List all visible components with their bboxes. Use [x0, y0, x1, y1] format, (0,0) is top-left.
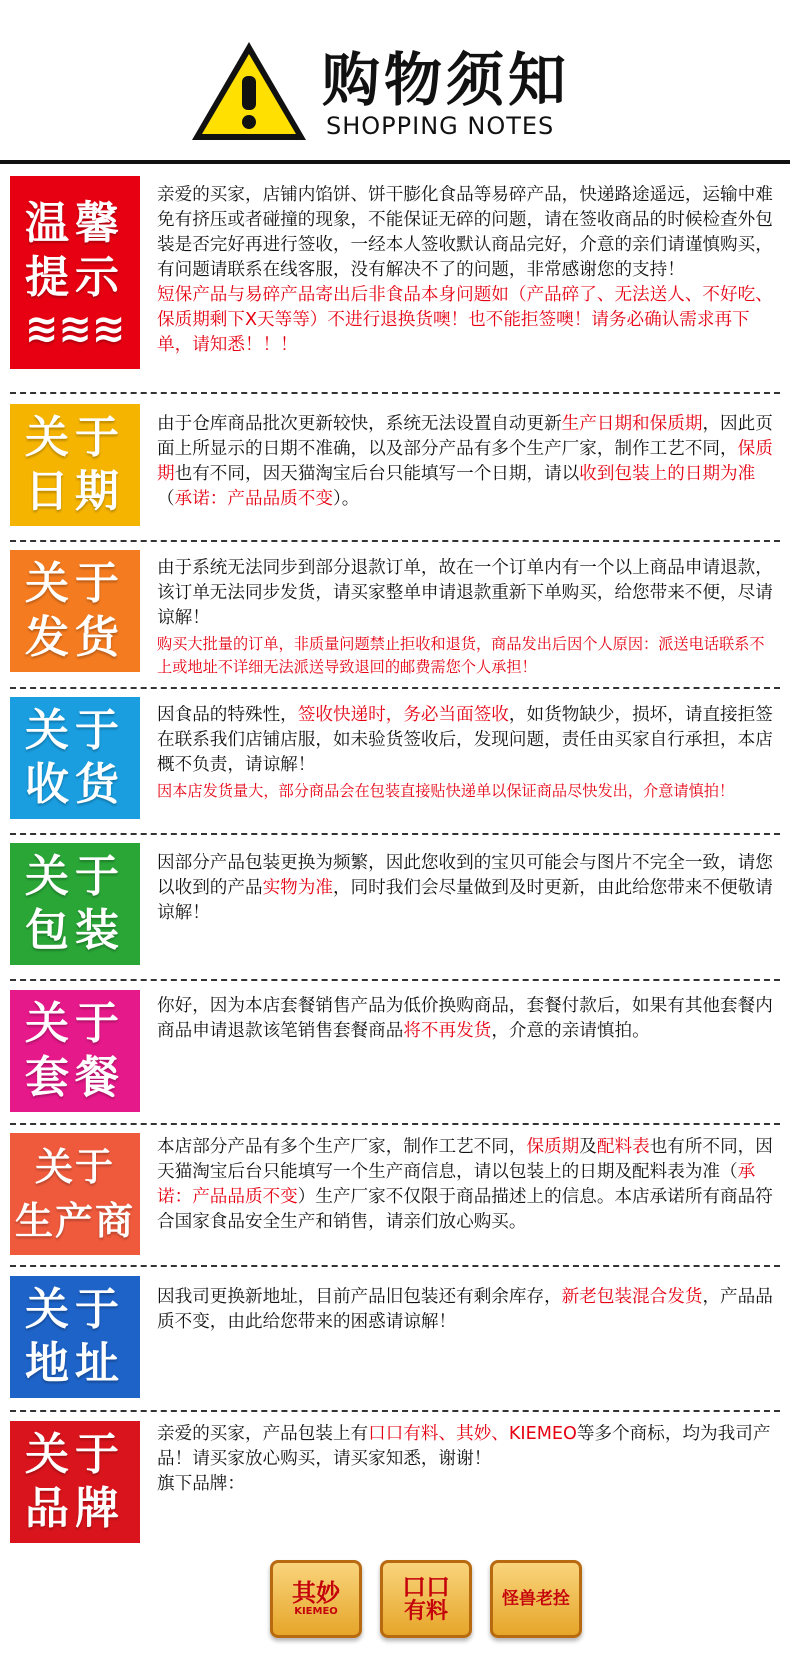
page-subtitle: SHOPPING NOTES — [326, 112, 555, 140]
section-badge — [10, 697, 140, 819]
brand-name: 其妙 — [292, 1579, 340, 1607]
body-text: ）。 — [332, 489, 360, 509]
page-title: 购物须知 — [322, 46, 571, 114]
section-divider — [10, 392, 780, 394]
highlight-text: 生产日期和保质期 — [561, 414, 703, 434]
section-badge — [10, 843, 140, 965]
section-text — [157, 703, 777, 803]
badge-label: 生产商 — [14, 1199, 135, 1243]
section-badge — [10, 176, 140, 369]
section-divider — [10, 1410, 780, 1412]
section-text — [157, 556, 777, 679]
brand-sub: 有料 — [403, 1599, 448, 1624]
section-divider — [10, 687, 780, 689]
highlight-text: 短保产品与易碎产品寄出后非食品本身问题如（产品碎了、无法送人、不好吃、保质期剩下X天等等）不进行退换货噢！也不能拒签噢！请务必确认需求再下单，请知悉！！！ — [157, 285, 773, 355]
body-text: ，产品品质不变，由此给您带来的困惑请谅解！ — [157, 1287, 773, 1332]
badge-label: 提示 — [25, 251, 125, 303]
badge-label: 关于 — [25, 998, 125, 1049]
highlight-text: 保质期 — [526, 1137, 580, 1157]
body-text: 亲爱的买家，产品包装上有 — [157, 1424, 369, 1444]
section-badge — [10, 1133, 140, 1255]
section-text — [157, 994, 777, 1044]
highlight-text: 配料表 — [596, 1137, 650, 1157]
brand-logo — [270, 1560, 362, 1638]
body-text: 亲爱的买家，店铺内馅饼、饼干膨化食品等易碎产品，快递路途遥远，运输中难免有挤压或者碰撞的现象，不能保证无碎的问题，请在签收商品的时候检查外包装是否完好再进行签收，一经本人签收默认商品完好，介意的亲们请谨慎购买，有问题请联系在线客服，没有解决不了的问题，非常感谢您的支持！ — [157, 185, 773, 280]
badge-label: 包装 — [25, 905, 125, 956]
badge-label: 地址 — [25, 1338, 125, 1389]
highlight-text: 新老包装混合发货 — [561, 1287, 703, 1307]
section-text — [157, 851, 777, 926]
body-text: ，如货物缺少，损坏，请直接拒签在联系我们店铺店服，如未验货签收后，发现问题，责任由买家自行承担，本店概不负责，请谅解！ — [157, 705, 773, 775]
section-text — [157, 183, 777, 358]
body-text: 由于系统无法同步到部分退款订单，故在一个订单内有一个以上商品申请退款，该订单无法同步发货，请买家整单申请退款重新下单购买，给您带来不便，尽请谅解！ — [157, 558, 773, 628]
badge-label: 套餐 — [25, 1052, 125, 1103]
brand-logo — [380, 1560, 472, 1638]
badge-label: 关于 — [25, 1429, 125, 1480]
highlight-text: 口口有料、其妙、KIEMEO — [368, 1424, 577, 1444]
section-badge — [10, 404, 140, 526]
body-text: 因我司更换新地址，目前产品旧包装还有剩余库存， — [157, 1287, 562, 1307]
body-text: 及 — [579, 1137, 597, 1157]
highlight-text: 因本店发货量大，部分商品会在包装直接贴快递单以保证商品尽快发出，介意请慎拍！ — [157, 782, 735, 800]
wave-icon: ≋≋≋ — [24, 305, 126, 352]
section-divider — [10, 979, 780, 981]
badge-label: 发货 — [25, 612, 125, 663]
body-text: ，同时我们会尽量做到及时更新，由此给您带来不便敬请谅解！ — [157, 878, 773, 923]
body-text: 由于仓库商品批次更新较快，系统无法设置自动更新 — [157, 414, 562, 434]
body-text: 旗下品牌： — [157, 1474, 245, 1494]
section-divider — [10, 1123, 780, 1125]
body-text: （ — [157, 489, 175, 509]
header-divider — [0, 160, 790, 164]
section-text — [157, 1135, 777, 1235]
highlight-text: 将不再发货 — [403, 1021, 492, 1041]
badge-label: 关于 — [25, 851, 125, 902]
section-badge — [10, 1421, 140, 1543]
body-text: 因食品的特殊性， — [157, 705, 298, 725]
body-text: 也有不同，因天猫淘宝后台只能填写一个日期，请以 — [174, 464, 580, 484]
highlight-text: 收到包装上的日期为准 — [579, 464, 756, 484]
body-text: 等多个商标，均为我司产品！请买家放心购买，请买家知悉，谢谢！ — [157, 1424, 771, 1469]
badge-label: 关于 — [25, 705, 125, 756]
highlight-text: 承诺：产品品质不变 — [157, 1162, 756, 1207]
section-text — [157, 1422, 777, 1497]
section-badge — [10, 550, 140, 672]
brand-sub: KIEMEO — [294, 1606, 338, 1617]
body-text: 本店部分产品有多个生产厂家，制作工艺不同， — [157, 1137, 527, 1157]
section-divider — [10, 1265, 780, 1267]
badge-label: 温馨 — [25, 197, 125, 249]
highlight-text: 实物为准 — [262, 878, 333, 898]
section-text — [157, 1285, 777, 1335]
warning-icon — [188, 38, 310, 144]
badge-label: 关于 — [25, 412, 125, 463]
section-text — [157, 412, 777, 512]
page-header — [0, 0, 790, 166]
body-text: 因部分产品包装更换为频繁，因此您收到的宝贝可能会与图片不完全一致，请您以收到的产品 — [157, 853, 773, 898]
brand-logo — [490, 1560, 582, 1638]
section-divider — [10, 540, 780, 542]
highlight-text: 承诺：产品品质不变 — [174, 489, 333, 509]
body-text: ，介意的亲请慎拍。 — [491, 1021, 650, 1041]
body-text: 你好，因为本店套餐销售产品为低价换购商品，套餐付款后，如果有其他套餐内商品申请退款该笔销售套餐商品 — [157, 996, 773, 1041]
badge-label: 日期 — [25, 466, 125, 517]
body-text: ，因此页面上所显示的日期不准确，以及部分产品有多个生产厂家，制作工艺不同， — [157, 414, 773, 459]
badge-label: 收货 — [25, 759, 125, 810]
section-badge — [10, 990, 140, 1112]
highlight-text: 签收快递时，务必当面签收 — [297, 705, 509, 725]
badge-label: 品牌 — [25, 1483, 125, 1534]
section-badge — [10, 1276, 140, 1398]
section-divider — [10, 833, 780, 835]
brand-logos — [270, 1560, 582, 1638]
badge-label: 关于 — [25, 1284, 125, 1335]
highlight-text: 保质期 — [157, 439, 773, 484]
badge-label: 关于 — [25, 558, 125, 609]
highlight-text: 购买大批量的订单，非质量问题禁止拒收和退货，商品发出后因个人原因：派送电话联系不上或地址不详细无法派送导致退回的邮费需您个人承担！ — [157, 635, 765, 676]
brand-name: 口口 — [402, 1573, 450, 1601]
body-text: 也有所不同，因天猫淘宝后台只能填写一个生产商信息，请以包装上的日期及配料表为准（ — [157, 1137, 773, 1182]
body-text: ）生产厂家不仅限于商品描述上的信息。本店承诺所有商品符合国家食品安全生产和销售，请亲们放心购买。 — [157, 1187, 773, 1232]
brand-name: 怪兽老拴 — [502, 1589, 570, 1609]
badge-label: 关于 — [34, 1145, 115, 1189]
